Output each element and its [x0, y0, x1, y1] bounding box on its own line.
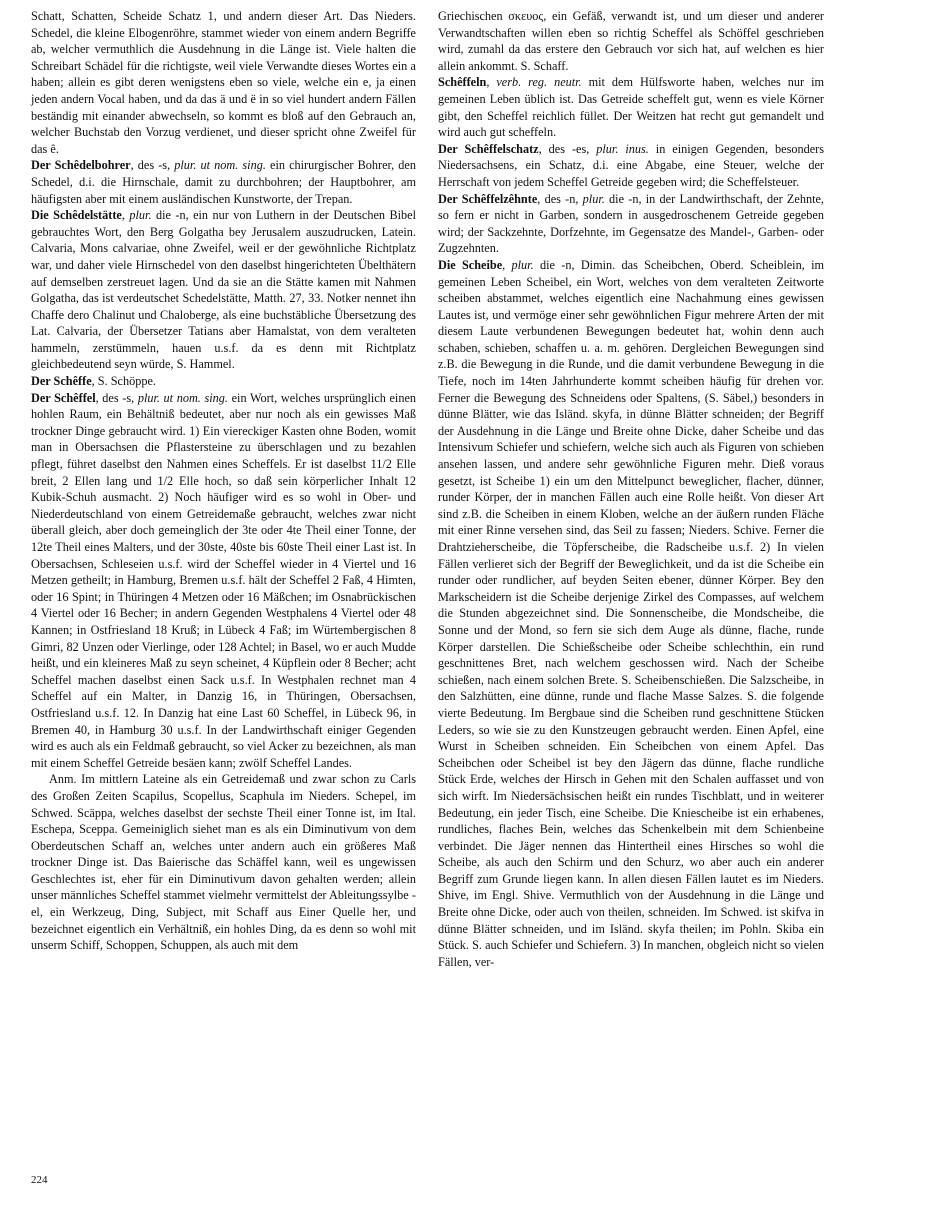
paragraph-continued: Griechischen σκευος, ein Gefäß, verwandt ist, und um dieser und anderer Verwandtschaften willen eben so richtig Scheffel als Schöffel geschrieben wird, zumahl da das erstere den Gebrauch vor sich hat, auf welchen es hier allein ankommt. S. Schaff. — [438, 9, 824, 73]
entry-scheffel — [31, 390, 416, 772]
headword: Der Schêffelschatz — [438, 141, 539, 156]
entry-body: ein Wort, welches ursprünglich einen hohlen Raum, ein Behältniß bedeutet, aber nur noch als ein gewisses Maß trockner Dinge gebraucht wird. 1) Ein viereckiger Kasten ohne Boden, womit man in Obersachsen die Pflastersteine zu überschlagen und zu bezahlen pflegt, führet daselbst den Nahmen eines Scheffels. Er ist daselbst 11/2 Elle breit, 2 Ellen lang und 1/2 Elle hoch, so daß sein körperlicher Inhalt 12 Kubik-Schuh ausmacht. 2) Noch häufiger wird es so wohl in Ober- und Niederdeutschland von einem Getreidemaße gebraucht, welches zwar nicht überall gleich, aber doch gemeinglich der 3te oder 4te Theil einer Tonne, der 12te Theil eines Malters, und der 30ste, 40ste bis 60ste Theil einer Last ist. In Obersachsen, Schleseien u.s.f. wird der Scheffel wieder in 4 Viertel und 16 Metzen getheilt; in Hamburg, Bremen u.s.f. hält der Scheffel 2 Faß, 4 Himten, oder 16 Spint; in Thüringen 4 Metzen oder 16 Mäßchen; im Osnabrückischen 4 Viertel oder 16 Becher; in andern Gegenden Westphalens 4 Viertel oder 48 Kannen; in Ostfriesland 18 Kruß; in Lübeck 4 Faß; im Würtembergischen 8 Gimri, 82 Unzen oder Vierlinge, oder 128 Achtel; in Basel, wo er auch Mudde heißt, und ein kleineres Maß zu seyn scheinet, 4 Küpflein oder 8 Becher; acht Scheffel machen daselbst einen Sack u.s.f. In Westphalen rechnet man 4 Scheffel auf ein Malter, in Danzig 16, in Thüringen, Obersachsen, Ostfriesland u.s.f. 12. In Danzig hat eine Last 60 Scheffel, in Lübeck 96, in Bremen 40, in Hamburg 30 u.s.f. In der Landwirthschaft einiger Gegenden wird es auch als ein Feldmaß gebraucht, so viel Acker zu bezeichnen, als man mit einem Scheffel Getreide besäen kann; zwölf Scheffel Landes. — [31, 390, 416, 770]
entry-scheffe — [31, 373, 416, 390]
entry-scheffelzehnte — [438, 191, 824, 257]
headword: Die Schêdelstätte — [31, 208, 122, 223]
headword: Der Schêffel — [31, 390, 96, 405]
grammar-note: plur. — [582, 191, 605, 206]
grammar-note: verb. reg. neutr. — [496, 75, 582, 90]
page-number: 224 — [31, 1174, 48, 1186]
entry-scheffeln — [438, 74, 824, 140]
headword: Der Schêffelzêhnte — [438, 191, 538, 206]
entry-body: die -n, ein nur von Luthern in der Deutschen Bibel gebrauchtes Wort, den Berg Golgatha bey Jerusalem auszudrucken, Latein. Calvaria, Mons calvariae, ohne Zweifel, weil er der gewöhnliche Richtplatz war, und daher viele Hirnschedel von den daselbst hingerichteten Übelthätern auf demselben zerstreuet lagen. Und da sie an die Stätte kamen mit Nahmen Golgatha, das ist verdeutschet Schedelstätte, Matth. 27, 33. Notker nennet ihn Chaffe dero Chalinut und Chaloberge, als eine buchstäbliche Übersetzung des Lat. Calvaria, der Übersetzer Tatians aber Hamalstat, von dem veralteten hammeln, zerstümmeln, hauen u.s.f. da es denn mit Richtplatz gleichbedeutend seyn würde, S. Hammel. — [31, 208, 417, 372]
headword: Schêffeln — [438, 75, 487, 90]
entry-scheibe — [438, 257, 824, 971]
entry-meta: , des -s, — [95, 390, 138, 405]
entry-schedelbohrer — [31, 157, 416, 207]
entry-meta: , S. Schöppe. — [91, 374, 156, 389]
annotation-note: Anm. Im mittlern Lateine als ein Getreidemaß und zwar schon zu Carls des Großen Zeiten Scapilus, Scopellus, Scaphula im Nieders. Schepel, im Schwed. Scäppa, welches daselbst der sechste Theil einer Tonne ist, im Ital. Eschepa, Sceppa. Gemeiniglich siehet man es als ein Diminutivum von dem Oberdeutschen Schaff an, welches unter andern auch ein größeres Maß trockner Dinge ist. Das Baierische das Schäffel kann, weil es ungewissen Geschlechtes ist, eher für ein Diminutivum davon gehalten werden; allein unser männliches Scheffel stammet vielmehr vermittelst der Ableitungssylbe -el, ein Werkzeug, Ding, Subject, mit Schaff aus Einer Quelle her, und bezeichnet eigentlich ein Verhältniß, ein hohles Ding, da es denn so wohl mit unserm Schiff, Schoppen, Schuppen, als auch mit dem — [31, 772, 416, 953]
entry-scheffelschatz — [438, 141, 824, 191]
grammar-note: plur. ut nom. sing. — [174, 158, 266, 173]
entry-body: in einigen Gegenden, besonders Niedersachsens, ein Schatz, d.i. eine Abgabe, eine Steuer, welche der Herrschaft von jedem Scheffel Getreide gegeben wird; die Scheffelsteuer. — [438, 141, 824, 189]
entry-meta: , des -s, — [130, 158, 175, 173]
entry-meta: , des -es, — [538, 141, 597, 156]
headword: Der Schêdelbohrer — [31, 158, 131, 173]
entry-body: die -n, Dimin. das Scheibchen, Oberd. Scheiblein, im gemeinen Leben Scheibel, ein Wort, welches von dem veralteten Zeitworte scheiben abstammet, welches eigentlich eine Nachahmung eines gewissen Lautes ist, und vermöge einer sehr gewöhnlichen Figur mehrere Arten der mit diesem Laute verbundenen Bewegungen bedeutet hat, wohin denn auch schaben, schieben, schaffen u. a. m. gehören. Dergleichen Bewegungen sind z.B. die Bewegung in die Runde, und die damit verbundene Bewegung in die Tiefe, noch im 14ten Jahrhunderte kommt scheiben häufig für drehen vor. Ferner die Bewegung des Schneidens oder Spaltens, (S. Säbel,) besonders in dünne Blätter, wie das Isländ. skyfa, in dünne Blätter schneiden; der Begriff der Ausdehnung in die Länge und Breite ohne Dicke, daher Scheibe und das Intensivum Schiefer und schiefern, welche sich auch als Figuren von schieben ansehen lassen, und andere sehr gewöhnliche Figuren mehr. Dieß voraus gesetzt, ist Scheibe 1) ein um den Mittelpunct beweglicher, flacher, dünner, runder Körper, der in manchen Fällen auch eine Rolle heißt. Von dieser Art sind z.B. die Scheiben in einem Kloben, welche an der äußern runden Fläche mit einer Rinne versehen sind, das Seil zu fassen; Nieders. Schive. Ferner die Drahtzieherscheibe, die Töpferscheibe, die Radscheibe u.s.f. 2) In vielen Fällen verlieret sich der Begriff der Beweglichkeit, und da ist die Scheibe ein runder oder rundlicher, auf beyden Seiten ebener, dünner Körper. Bey den Markscheidern ist die Scheibe derjenige Zirkel des Compasses, auf welchem die Stunden abgezeichnet sind. Die Sonnenscheibe, die Mondscheibe, die Sonne und der Mond, so fern sie sich dem Auge als dünne, flache, runde Körper darstellen. Die Schießscheibe oder Scheibe schlechthin, ein rund geschnittenes Bret, nach welchem geschossen wird. Nach der Scheibe schießen, nach einem solchen Brete. S. Scheibenschießen. Die Salzscheibe, in den Salzhütten, eine dünne, runde und flache Masse Salzes. S. die folgende vierte Bedeutung. Im Bergbaue sind die Scheiben rund geschnittene Stücken Leders, so wie sie zu den Kunstzeugen gebraucht werden. Einen Apfel, eine Wurst in Scheiben schneiden. Ein Scheibchen von einem Apfel. Das Scheibchen oder Scheibel ist bey den Jägern das dünne, flache rundliche Stück Erde, welches der Hirsch in Gehen mit den Schalen auffasset und von sich wirft. Im Niedersächsischen heißt ein rundes Tischblatt, und in weiterer Bedeutung, ein jeder Tisch, eine Scheibe. Die Kniescheibe ist ein erhabenes, rundliches, flaches Bein, welches das Schenkelbein mit dem Schienbeine verbindet. Die Jäger nennen das Hintertheil eines Hirsches so wohl die Scheibe, als auch den Schirm und den Schurz, wo aber auch ein anderer Begriff zum Grunde liegen kann. In allen diesen Fällen lautet es im Nieders. Shive, im Engl. Shive. Vermuthlich von der Ausdehnung in die Länge und Breite ohne Dicke, oder auch von theilen, schneiden. Im Schwed. ist skifva in dünne Blätter schneiden, und im Isländ. skyfa theilen; im Pohln. Skiba ein Stück. S. auch Schiefer und Schiefern. 3) In manchen, obgleich nicht so vielen Fällen, ver- — [438, 257, 824, 969]
entry-body: ein chirurgischer Bohrer, den Schedel, d.i. die Hirnschale, damit zu durchbohren; der Hauptbohrer, am häufigsten aber mit einem ausländischen Kunstworte, der Trepan. — [31, 158, 416, 206]
headword: Die Scheibe — [438, 257, 503, 272]
entry-schedelstaette — [31, 207, 416, 373]
grammar-note: plur. — [511, 257, 534, 272]
entry-meta: , — [502, 257, 512, 272]
headword: Der Schêffe — [31, 374, 92, 389]
right-column — [438, 8, 824, 970]
entry-body: die -n, in der Landwirthschaft, der Zehnte, so fern er nicht in Garben, sondern in ausgedroschenem Getreide gegeben wird; der Sackzehnte, Dorfzehnte, im Gegensatze des Mandel-, Garben- oder Zugzehnten. — [438, 191, 824, 256]
grammar-note: plur. — [129, 208, 152, 223]
grammar-note: plur. inus. — [596, 141, 649, 156]
entry-meta: , — [486, 75, 497, 90]
entry-meta: , — [121, 208, 130, 223]
entry-meta: , des -n, — [537, 191, 583, 206]
grammar-note: plur. ut nom. sing. — [137, 390, 228, 405]
paragraph-continued: Schatt, Schatten, Scheide Schatz 1, und andern dieser Art. Das Nieders. Schedel, die kleine Elbogenröhre, stammet wieder von einem andern Begriffe ab, welcher vermuthlich die Ausdehnung in die Länge ist. Viele halten die Schreibart Schädel für die richtigste, weil viele Verwandte dieses Wortes ein a haben; allein es gibt deren wenigstens eben so viele, welche ein e, ja einen jeden andern Vocal haben, und da das ä und ë in so viel hundert andern Fällen beständig mit einander abwechseln, so kommt es bloß auf den Gebrauch an, welcher Buchstab den Vorzug verdienet, und dieser spricht ohne Zweifel für das ê. — [31, 9, 416, 156]
left-column — [31, 8, 416, 954]
entry-body: mit dem Hülfsworte haben, welches nur im gemeinen Leben üblich ist. Das Getreide scheffelt gut, wenn es viele Körner gibt, den Scheffel reichlich füllet. Der Weitzen hat recht gut gemandelt und wird auch gut scheffeln. — [438, 75, 824, 140]
